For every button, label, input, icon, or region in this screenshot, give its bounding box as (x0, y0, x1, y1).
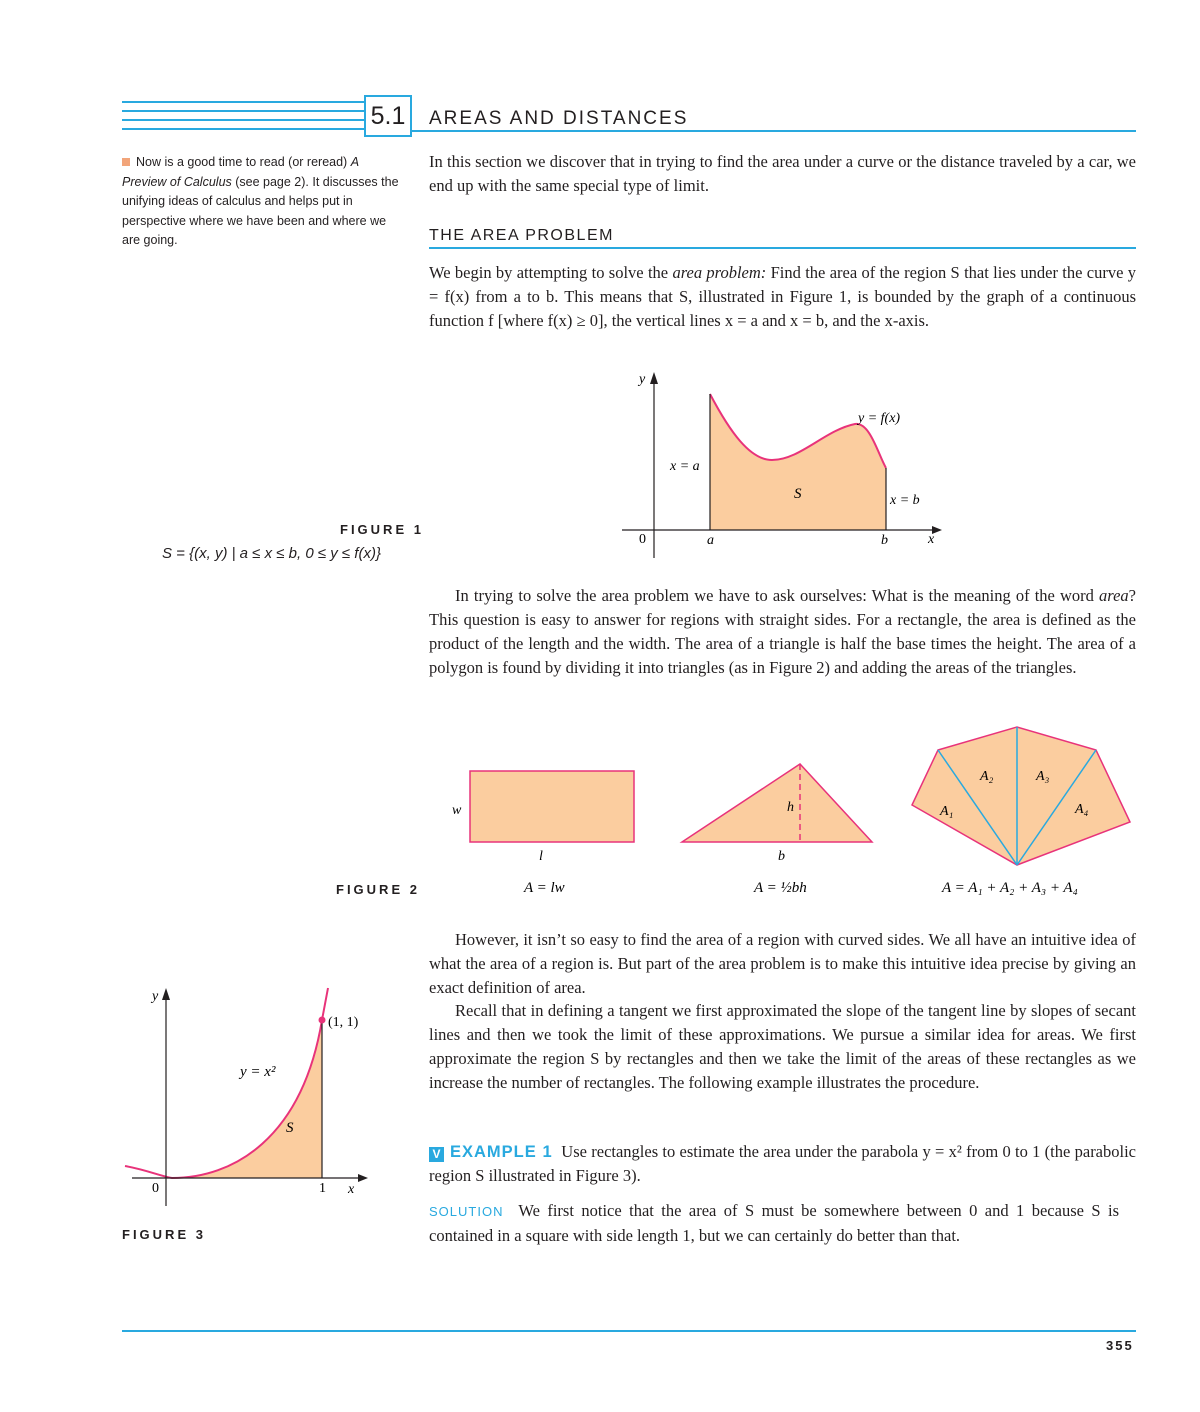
figure-1-graph (600, 362, 960, 562)
polygon-shape (912, 727, 1130, 865)
figure-2-shapes (440, 720, 1140, 905)
y-axis-arrow-icon (162, 988, 170, 1000)
x-equals-a-label: x = a (670, 459, 700, 474)
triangle-area-formula: A = ½bh (754, 880, 807, 896)
rect-area-formula: A = lw (524, 880, 565, 896)
polygon-a1-label: A₁ (940, 804, 954, 819)
rectangle-shape (470, 771, 634, 842)
origin-label: 0 (152, 1181, 159, 1196)
intro-paragraph: In this section we discover that in trying to find the area under a curve or the distance traveled by a car, we end up with the same special type of limit. (429, 152, 1136, 195)
figure-3-label: FIGURE 3 (122, 1227, 206, 1242)
area-problem-paragraph: We begin by attempting to solve the area problem: Find the area of the region S that lies under the curve y = f(x) from a to b. This means that S, illustrated in Figure 1, is bounded by the graph of a continuous function f [where f(x) ≥ 0], the vertical lines x = a and x = b, and the x-axis. (429, 263, 1136, 330)
polygon-area-formula: A = A₁ + A₂ + A₃ + A₄ (942, 880, 1078, 896)
y-axis-label: y (152, 989, 159, 1004)
header-stripe (122, 128, 364, 130)
subsection-rule (429, 247, 1136, 249)
region-s-label: S (286, 1120, 294, 1136)
x-axis-arrow-icon (358, 1174, 368, 1182)
solution (429, 1199, 1119, 1248)
polygon-a4-label: A₄ (1075, 802, 1089, 817)
region-s (172, 1020, 322, 1178)
margin-note-text: Now is a good time to read (or reread) (136, 155, 351, 169)
example-text: Use rectangles to estimate the area under the parabola y = x² from 0 to 1 (the parabolic region S illustrated in Figure 3). (429, 1142, 1136, 1185)
area-term: area (1099, 586, 1129, 605)
section-title: AREAS AND DISTANCES (429, 108, 689, 129)
video-badge-icon: V (429, 1147, 444, 1162)
solution-text: We first notice that the area of S must be somewhere between 0 and 1 because S is contained in a square with side length 1, but we can certainly do better than that. (429, 1201, 1119, 1245)
triangle-shape (682, 764, 872, 842)
figure-1-label: FIGURE 1 (340, 522, 424, 537)
point-1-1 (319, 1017, 326, 1024)
b-label: b (881, 533, 888, 548)
a-label: a (707, 533, 714, 548)
rect-length-label: l (539, 849, 543, 864)
area-problem-term: area problem: (672, 263, 767, 282)
margin-note-text-2: (see page 2). It discusses the unifying ideas of calculus and helps put in perspective where we have been and where we are going. (122, 174, 399, 247)
figure-3-graph (122, 980, 382, 1210)
bullet-square-icon (122, 158, 130, 166)
tick-1-label: 1 (319, 1181, 326, 1196)
curved-sides-paragraph: However, it isn’t so easy to find the area of a region with curved sides. We all have an intuitive idea of what the area of a region is. But part of the area problem is to make this intuitive idea precise by giving an exact definition of area. (429, 930, 1136, 997)
curve-label: y = x² (240, 1064, 276, 1080)
x-axis-label: x (348, 1182, 355, 1197)
example-1 (429, 1140, 1136, 1188)
section-number: 5.1 (364, 95, 412, 137)
triangle-base-label: b (778, 849, 785, 864)
section-rule (412, 130, 1136, 132)
x-axis-label: x (928, 532, 935, 547)
region-s-label: S (794, 486, 802, 502)
point-label: (1, 1) (328, 1015, 359, 1030)
margin-note-book-title: A Preview of Calculus (122, 155, 359, 189)
figure-2-label: FIGURE 2 (336, 882, 420, 897)
header-stripe (122, 110, 364, 112)
subsection-title: THE AREA PROBLEM (429, 227, 614, 244)
x-equals-b-label: x = b (890, 493, 920, 508)
figure-1-caption: S = {(x, y) | a ≤ x ≤ b, 0 ≤ y ≤ f(x)} (162, 545, 381, 562)
y-axis-arrow-icon (650, 372, 658, 384)
footer-rule (122, 1330, 1136, 1332)
tangent-analogy-paragraph: Recall that in defining a tangent we first approximated the slope of the tangent line by slopes of secant lines and then we took the limit of these approximations. We pursue a similar idea for areas. We first approximate the region S by rectangles and then we take the limit of the areas of these rectangles as we increase the number of rectangles. The following example illustrates the procedure. (429, 1001, 1136, 1092)
origin-label: 0 (639, 532, 646, 547)
polygon-a3-label: A₃ (1036, 769, 1050, 784)
triangle-height-label: h (787, 800, 794, 815)
header-stripe (122, 101, 364, 103)
page-number: 355 (1106, 1338, 1134, 1353)
solution-label: SOLUTION (429, 1204, 504, 1219)
curve-label: y = f(x) (858, 411, 901, 426)
y-axis-label: y (639, 372, 646, 387)
example-label: EXAMPLE 1 (450, 1143, 553, 1161)
polygon-a2-label: A₂ (980, 769, 994, 784)
header-stripe (122, 119, 364, 121)
area-meaning-paragraph: In trying to solve the area problem we have to ask ourselves: What is the meaning of the word area? This question is easy to answer for regions with straight sides. For a rectangle, the area is defined as the product of the length and the width. The area of a triangle is half the base times the height. The area of a polygon is found by dividing it into triangles (as in Figure 2) and adding the areas of the triangles. (429, 586, 1136, 677)
rect-width-label: w (452, 803, 462, 818)
margin-note (122, 153, 404, 251)
